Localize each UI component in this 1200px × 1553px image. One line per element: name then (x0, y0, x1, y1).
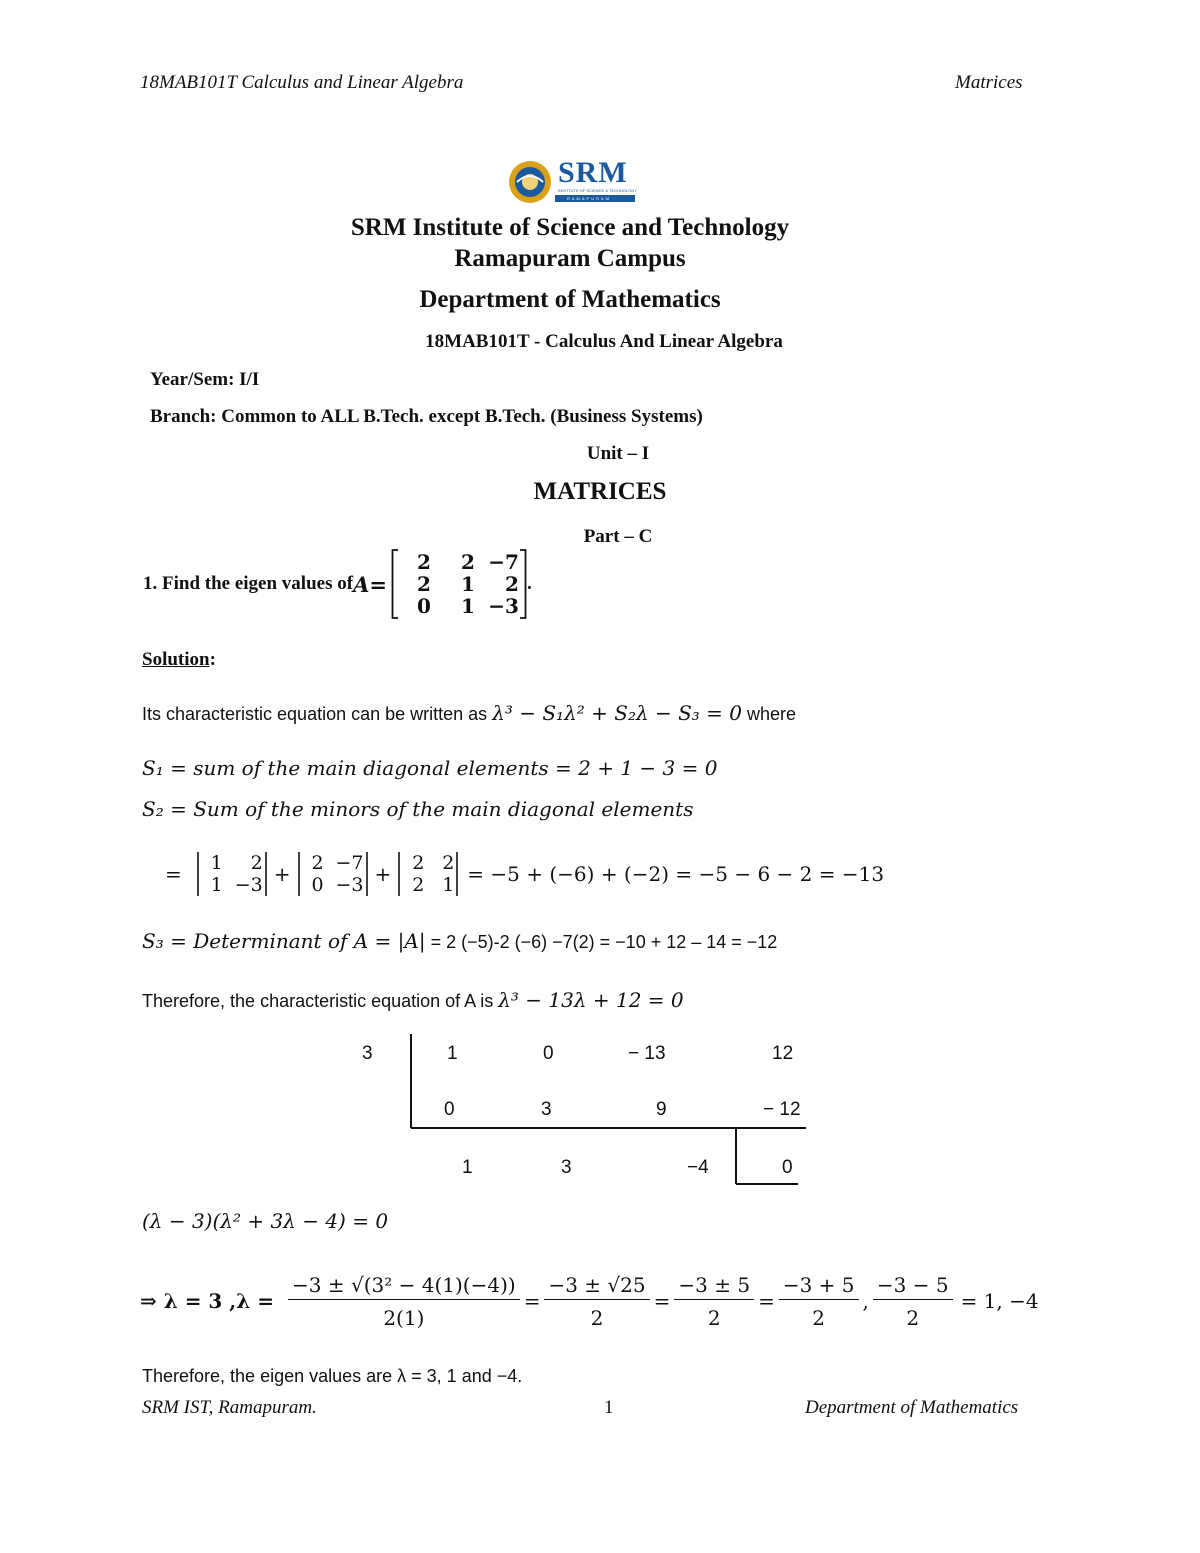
minor-cell: 1 (210, 874, 223, 896)
division-lines (340, 1030, 820, 1190)
srm-logo (505, 158, 645, 206)
question-matrix (391, 549, 527, 619)
roots-result: = 1, −4 (960, 1289, 1039, 1313)
comma: , (862, 1289, 869, 1313)
year-sem: Year/Sem: I/I (150, 369, 260, 390)
frac-num: −3 ± 5 (674, 1273, 754, 1300)
therefore-text: Therefore, the characteristic equation of A is (142, 991, 499, 1011)
solution-heading-text: Solution (142, 649, 210, 670)
row1-cell: 0 (543, 1043, 554, 1064)
fraction-quadratic (288, 1273, 520, 1330)
matrix-cell: −7 (488, 550, 519, 574)
division-root: 3 (362, 1043, 373, 1064)
department-title: Department of Mathematics (419, 286, 721, 313)
frac-num: −3 + 5 (779, 1273, 859, 1300)
row2-cell: 3 (541, 1099, 552, 1120)
minor-cell: −3 (335, 874, 364, 896)
logo-subtitle: INSTITUTE OF SCIENCE & TECHNOLOGY (558, 188, 638, 193)
conclusion-value: λ = 3, 1 and −4. (397, 1366, 523, 1386)
minor-1 (196, 850, 268, 898)
frac-num: −3 ± √(3² − 4(1)(−4)) (288, 1273, 520, 1300)
plus-1: + (273, 862, 291, 886)
s2-result: = −5 + (−6) + (−2) = −5 − 6 − 2 = −13 (467, 862, 885, 886)
right-bracket-icon (519, 549, 527, 619)
row3-cell: 1 (462, 1157, 473, 1178)
left-bracket-icon (391, 549, 399, 619)
minor-3 (397, 850, 459, 898)
s3-lhs: S₃ = Determinant of A = |A| (142, 929, 426, 953)
institute-title: SRM Institute of Science and Technology (350, 214, 790, 241)
fraction-sqrt25 (544, 1273, 649, 1330)
minor-cell: 2 (311, 852, 324, 874)
frac-num: −3 ± √25 (544, 1273, 649, 1300)
frac-den: 2(1) (383, 1305, 425, 1330)
minor-cell: 1 (210, 852, 223, 874)
course-title: 18MAB101T - Calculus And Linear Algebra (425, 331, 783, 352)
matrix-cell: 2 (417, 550, 431, 574)
unit: Unit – I (586, 443, 650, 464)
conclusion (142, 1366, 522, 1387)
minor-cell: 2 (442, 852, 455, 874)
det-bar-icon (263, 850, 268, 898)
eq-sign: = (758, 1289, 775, 1313)
matrix-cell: 2 (505, 572, 519, 596)
minor-cell: 2 (412, 874, 425, 896)
row1-cell: − 13 (628, 1043, 666, 1064)
char-eq: λ³ − S₁λ² + S₂λ − S₃ = 0 (492, 701, 743, 725)
s3-line (142, 929, 777, 954)
eq-sign: = (523, 1289, 541, 1313)
row1-cell: 12 (772, 1043, 794, 1064)
matrix-cell: 2 (417, 572, 431, 596)
char-eq-line (142, 701, 796, 725)
s3-rhs: = 2 (−5)-2 (−6) −7(2) = −10 + 12 – 14 = −12 (425, 932, 778, 952)
synthetic-division (340, 1030, 820, 1190)
fraction-pm5 (674, 1273, 754, 1330)
roots-lead: ⇒ λ = 3 ,λ = (140, 1289, 275, 1313)
row3-cell: 0 (782, 1157, 793, 1178)
fraction-minus5 (873, 1273, 953, 1330)
therefore-eq: λ³ − 13λ + 12 = 0 (498, 988, 684, 1012)
footer-right: Department of Mathematics (805, 1397, 1019, 1418)
logo-campus: RAMAPURAM (567, 196, 612, 201)
minor-cell: −3 (234, 874, 263, 896)
page-number: 1 (604, 1397, 614, 1418)
campus-title: Ramapuram Campus (454, 245, 686, 272)
fraction-plus5 (779, 1273, 859, 1330)
plus-2: + (374, 862, 392, 886)
roots-line (140, 1266, 1039, 1336)
minor-cell: 1 (442, 874, 455, 896)
row2-cell: − 12 (763, 1099, 801, 1120)
minor-cell: 2 (412, 852, 425, 874)
minor-2 (297, 850, 369, 898)
char-eq-after: where (742, 704, 797, 724)
question-eq: = (369, 571, 387, 597)
matrix-cell: −3 (488, 594, 519, 618)
minor-cell: 0 (311, 874, 324, 896)
running-header-topic: Matrices (955, 72, 1023, 93)
minor-cell: −7 (335, 852, 364, 874)
branch: Branch: Common to ALL B.Tech. except B.Tech. (Business Systems) (150, 406, 703, 427)
question-text: 1. Find the eigen values of (143, 573, 354, 594)
eq-sign: = (653, 1289, 671, 1313)
frac-den: 2 (590, 1305, 604, 1330)
minor-cell: 2 (250, 852, 263, 874)
frac-num: −3 − 5 (873, 1273, 953, 1300)
s1-line: S₁ = sum of the main diagonal elements = 2 + 1 − 3 = 0 (142, 756, 718, 780)
solution-heading-colon: : (209, 649, 216, 670)
topic-heading: MATRICES (533, 478, 667, 505)
row2-cell: 9 (656, 1099, 667, 1120)
question-var: A (353, 571, 370, 597)
row2-cell: 0 (444, 1099, 455, 1120)
conclusion-text: Therefore, the eigen values are (142, 1366, 398, 1386)
solution-heading (142, 649, 216, 671)
logo-wordmark: SRM (558, 156, 628, 189)
therefore-line (142, 988, 684, 1012)
s2-lead: = (165, 862, 182, 886)
question-end: . (526, 573, 532, 594)
question (143, 548, 532, 620)
factored-equation: (λ − 3)(λ² + 3λ − 4) = 0 (142, 1209, 389, 1233)
s2-line: S₂ = Sum of the minors of the main diagonal elements (142, 797, 694, 821)
matrix-cell: 0 (417, 594, 431, 618)
frac-den: 2 (812, 1305, 826, 1330)
matrix-cell: 1 (461, 594, 475, 618)
row3-cell: 3 (561, 1157, 572, 1178)
footer-left: SRM IST, Ramapuram. (142, 1397, 317, 1418)
det-bar-icon (454, 850, 459, 898)
matrix-cell: 2 (461, 550, 475, 574)
det-bar-icon (364, 850, 369, 898)
matrix-cell: 1 (461, 572, 475, 596)
part-heading: Part – C (583, 526, 653, 547)
row1-cell: 1 (447, 1043, 458, 1064)
s2-minors-line (165, 848, 884, 900)
row3-cell: −4 (687, 1157, 709, 1178)
running-header-course: 18MAB101T Calculus and Linear Algebra (140, 72, 464, 93)
char-eq-intro: Its characteristic equation can be written as (142, 704, 493, 724)
frac-den: 2 (906, 1305, 920, 1330)
frac-den: 2 (707, 1305, 721, 1330)
